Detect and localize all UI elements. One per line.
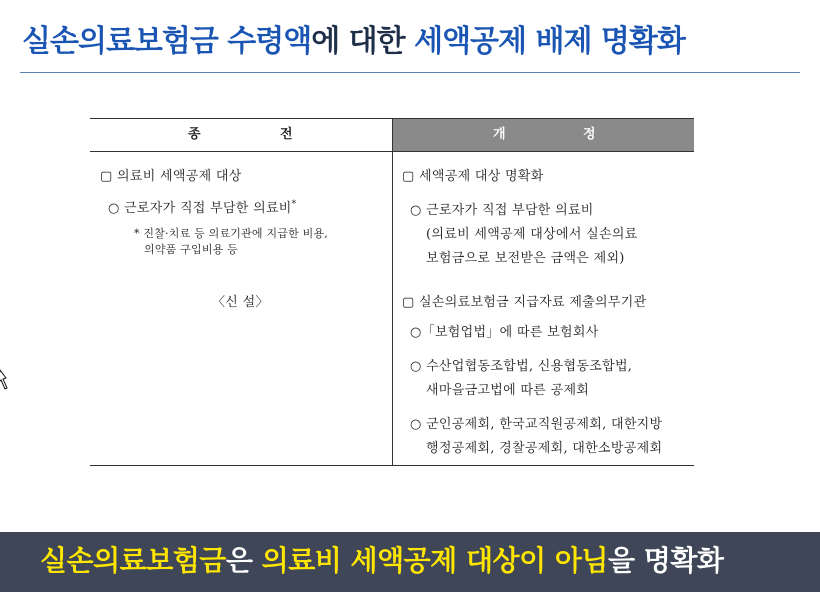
after-c4-line1: ○ 군인공제회, 한국교직원공제회, 대한지방 [410, 417, 663, 432]
newly-established-label: 〈신 설〉 [212, 295, 269, 310]
column-divider [392, 119, 393, 465]
header-after [393, 119, 694, 152]
header-before-char2: 전 [280, 127, 293, 142]
after-c1-line3: 보험금으로 보전받은 금액은 제외) [426, 251, 625, 266]
comparison-table [90, 118, 694, 466]
after-c3-line1: ○ 수산업협동조합법, 신용협동조합법, [410, 359, 633, 374]
banner-highlight-2: 의료비 세액공제 대상이 아님 [261, 544, 608, 577]
before-circle-item-text: ○ 근로자가 직접 부담한 의료비 [108, 201, 292, 216]
banner-highlight-1: 실손의료보험금 [40, 544, 226, 577]
mouse-cursor-icon [0, 368, 10, 394]
page-title [22, 16, 685, 60]
title-connector: 에 대한 [311, 24, 415, 59]
summary-banner [0, 532, 820, 592]
title-highlight-2: 세액공제 배제 명확화 [414, 24, 685, 59]
banner-connector-2: 을 명확화 [607, 544, 724, 577]
after-c1-line2: (의료비 세액공제 대상에서 실손의료 [426, 227, 638, 242]
after-box-item-1: ▢ 세액공제 대상 명확화 [402, 169, 544, 184]
title-divider [20, 72, 800, 73]
header-before [90, 119, 392, 152]
footnote-mark: * [291, 199, 297, 210]
before-note-line1: * 진찰·치료 등 의료기관에 지급한 비용, [134, 227, 328, 240]
header-before-char1: 종 [188, 127, 201, 142]
after-box-item-2: ▢ 실손의료보험금 지급자료 제출의무기관 [402, 295, 647, 310]
before-note-line2: 의약품 구입비용 등 [144, 243, 239, 256]
before-circle-item [108, 197, 296, 216]
after-c2: ○「보험업법」에 따른 보험회사 [410, 325, 599, 340]
banner-connector-1: 은 [225, 544, 262, 577]
after-c1-line1: ○ 근로자가 직접 부담한 의료비 [410, 203, 594, 218]
before-box-item: ▢ 의료비 세액공제 대상 [100, 169, 242, 184]
title-highlight-1: 실손의료보험금 수령액 [22, 24, 312, 59]
after-c3-line2: 새마을금고법에 따른 공제회 [426, 383, 590, 398]
after-c4-line2: 행정공제회, 경찰공제회, 대한소방공제회 [426, 441, 663, 456]
header-after-char1: 개 [493, 127, 506, 142]
header-after-char2: 정 [583, 127, 596, 142]
